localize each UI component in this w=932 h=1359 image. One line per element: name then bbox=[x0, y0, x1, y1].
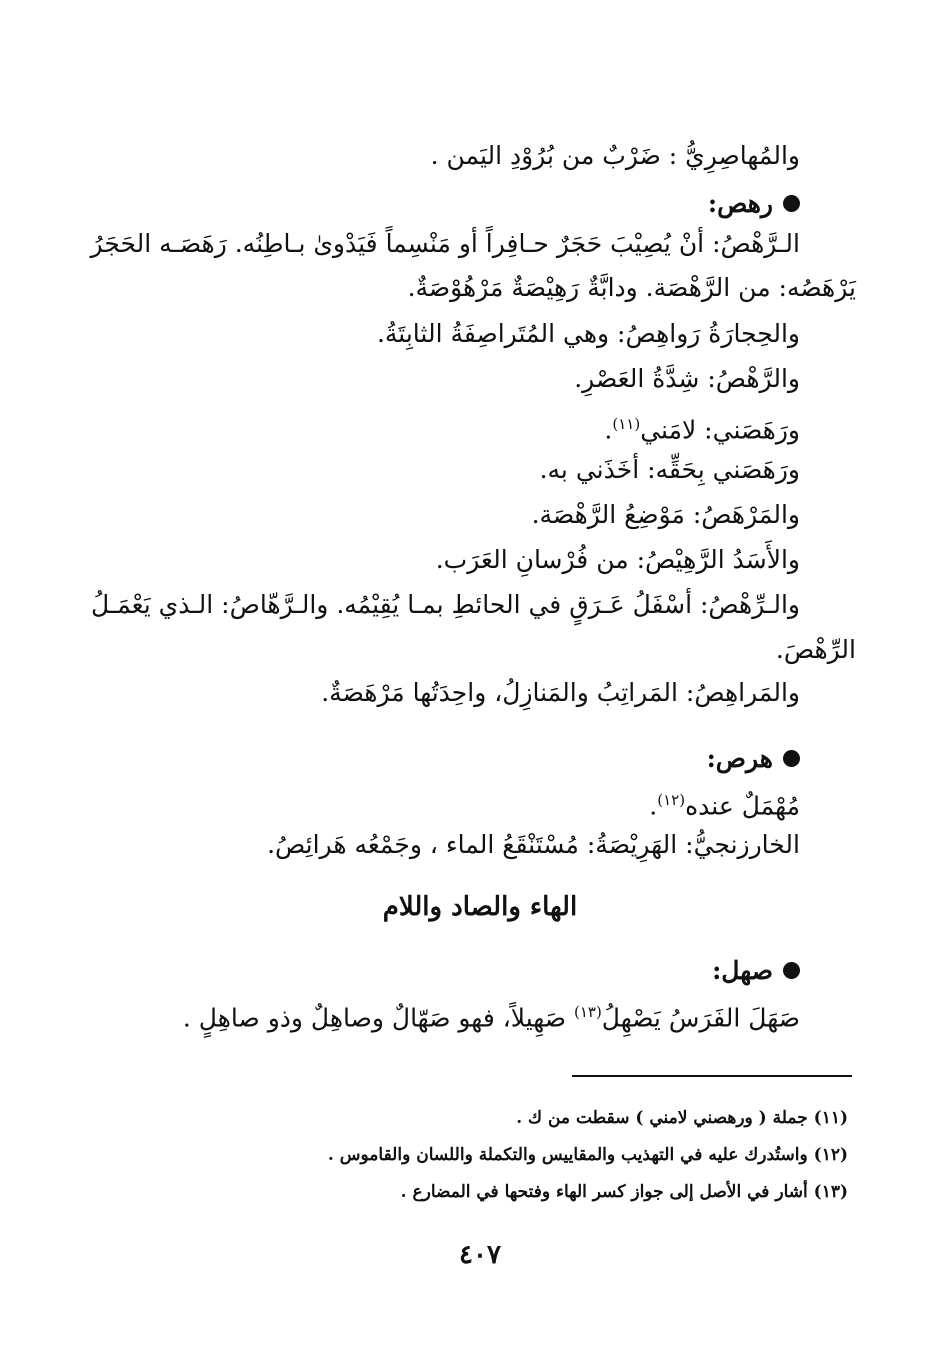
footnote-divider bbox=[572, 1075, 852, 1077]
footnote-ref: (١١) bbox=[612, 415, 641, 433]
entry-heading-label: رهص: bbox=[707, 189, 773, 218]
text-line bbox=[183, 996, 800, 1034]
page-number: ٤٠٧ bbox=[459, 1240, 501, 1270]
bullet-icon bbox=[783, 750, 800, 767]
footnote: (١٣) أشار في الأصل إلى جواز كسر الهاء وفتحها في المضارع . bbox=[400, 1182, 848, 1202]
text-segment: صَهِيلاً، فهو صَهّالٌ وصاهِلٌ وذو صاهِلٍ . bbox=[182, 1003, 566, 1033]
entry-heading-label: هرص: bbox=[706, 744, 773, 773]
footnote-ref: (١٣) bbox=[573, 1003, 602, 1021]
text-line: والمَراهِصُ: المَراتِبُ والمَنازِلُ، واحِدَتُها مَرْهَصَةٌ. bbox=[321, 678, 800, 707]
footnote: (١١) جملة ( ورهصني لامني ) سقطت من ك . bbox=[516, 1108, 848, 1128]
text-line: والـرِّهْصُ: أسْفَلُ عَـرَقٍ في الحائطِ بمـا يُقِيْمُه. والـرَّهّاصُ: الـذي يَعْمَـلُ bbox=[90, 590, 800, 619]
text-line bbox=[604, 408, 800, 446]
entry-heading bbox=[707, 743, 800, 775]
text-segment: . bbox=[649, 791, 658, 821]
text-segment: ورَهَصَني: لامَني bbox=[640, 415, 800, 445]
text-line: الخارزنجيُّ: الهَرِيْصَةُ: مُسْتَنْقَعُ الماء ، وجَمْعُه هَرائِصُ. bbox=[267, 830, 800, 859]
text-line: ورَهَصَني بِحَقِّه: أخَذَني به. bbox=[539, 455, 800, 484]
section-title: الهاء والصاد واللام bbox=[382, 892, 578, 922]
text-segment: . bbox=[604, 415, 613, 445]
text-line: يَرْهَصُه: من الرَّهْصَة. ودابَّةٌ رَهِيْصَةٌ مَرْهُوْصَةٌ. bbox=[407, 273, 856, 302]
text-line: الرِّهْصَ. bbox=[775, 635, 856, 664]
bullet-icon bbox=[783, 195, 800, 212]
text-line: والحِجارَةُ رَواهِصُ: وهي المُتَراصِفَةُ الثابِتَةُ. bbox=[376, 319, 800, 348]
bullet-icon bbox=[783, 962, 800, 979]
text-line: والأَسَدُ الرَّهِيْصُ: من فُرْسانِ العَرَب. bbox=[435, 545, 800, 574]
text-line bbox=[649, 784, 800, 822]
footnote-ref: (١٢) bbox=[657, 791, 686, 809]
entry-heading bbox=[708, 188, 800, 220]
text-line: والمُهاصِرِيُّ : ضَرْبٌ من بُرُوْدِ اليَمن . bbox=[430, 141, 800, 170]
text-line: والرَّهْصُ: شِدَّةُ العَصْرِ. bbox=[574, 364, 800, 393]
text-line: والمَرْهَصُ: مَوْضِعُ الرَّهْصَة. bbox=[531, 500, 800, 529]
footnote: (١٢) واستُدرك عليه في التهذيب والمقاييس والتكملة واللسان والقاموس . bbox=[327, 1145, 848, 1165]
entry-heading-label: صهل: bbox=[712, 956, 773, 985]
text-segment: صَهَلَ الفَرَسُ يَصْهِلُ bbox=[601, 1003, 800, 1033]
entry-heading bbox=[712, 955, 800, 987]
text-line: الـرَّهْصُ: أنْ يُصِيْبَ حَجَرٌ حـافِراً أو مَنْسِماً فَيَدْوىٰ بـاطِنُه. رَهَصَـه الحَجَرُ bbox=[90, 229, 800, 258]
text-segment: مُهْمَلٌ عنده bbox=[685, 791, 800, 821]
